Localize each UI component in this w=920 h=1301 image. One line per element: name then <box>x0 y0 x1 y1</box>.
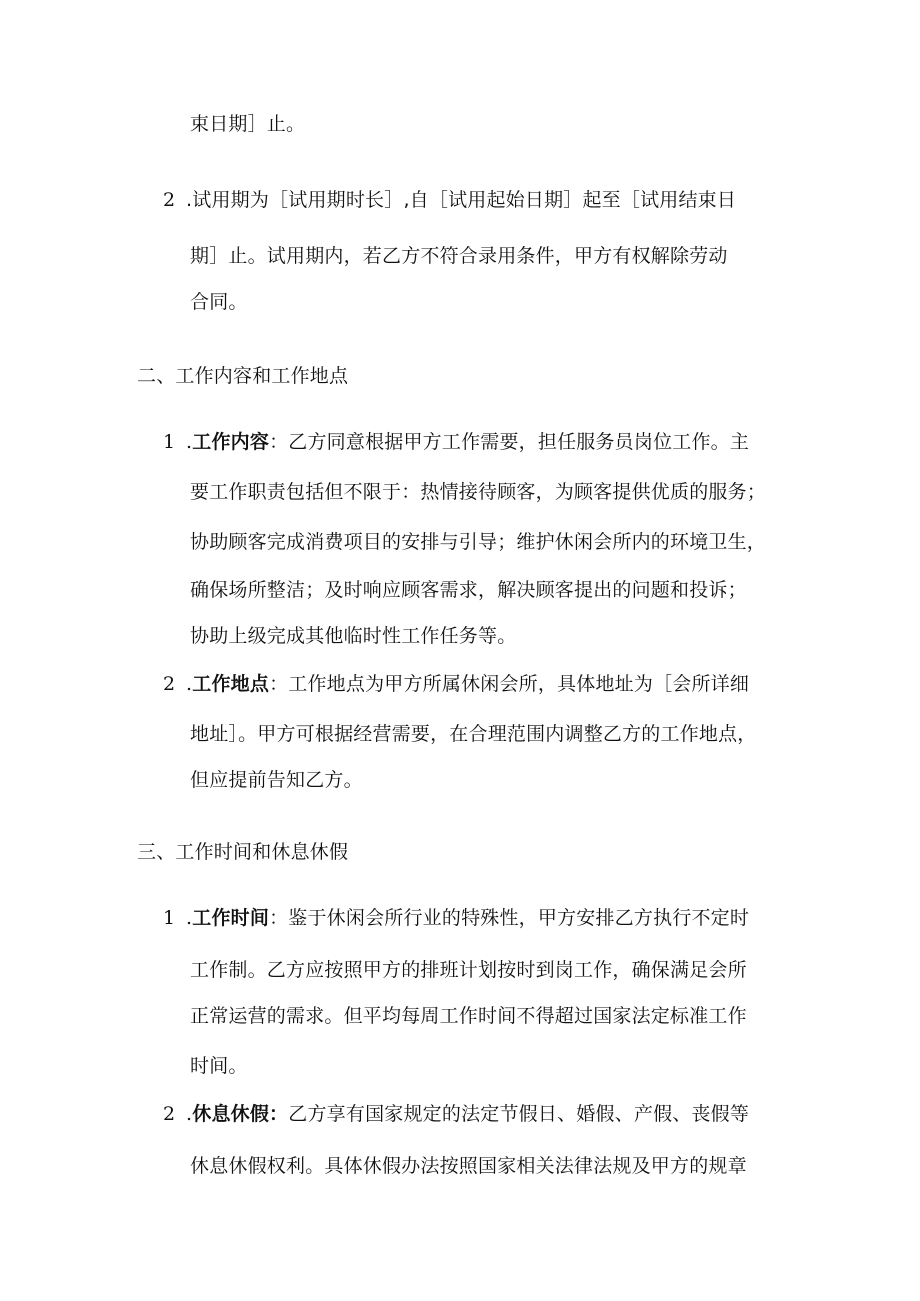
paragraph-line: 地址］。甲方可根据经营需要，在合理范围内调整乙方的工作地点， <box>190 723 757 745</box>
item-text: 乙方享有国家规定的法定节假日、婚假、产假、丧假等 <box>288 1103 750 1125</box>
list-item-first-line <box>186 430 749 454</box>
list-number: 1 <box>163 907 176 929</box>
paragraph-line: 休息休假权利。具体休假办法按照国家相关法律法规及甲方的规章 <box>190 1155 747 1177</box>
paragraph-line: 时间。 <box>190 1055 248 1077</box>
paragraph-line: 工作制。乙方应按照甲方的排班计划按时到岗工作，确保满足会所 <box>190 959 747 981</box>
list-item-first-line <box>186 1102 749 1126</box>
list-number: 2 <box>163 189 176 211</box>
item-text: ：乙方同意根据甲方工作需要，担任服务员岗位工作。主 <box>269 431 750 453</box>
paragraph-line: 期］止。试用期内，若乙方不符合录用条件，甲方有权解除劳动 <box>190 245 728 267</box>
item-title: 工作地点 <box>192 673 270 695</box>
item-title: 休息休假： <box>192 1103 289 1125</box>
paragraph-line: 协助上级完成其他临时性工作任务等。 <box>190 625 517 647</box>
list-number: 2 <box>163 1103 176 1125</box>
item-title: 工作时间 <box>192 907 270 929</box>
list-dot: . <box>186 907 193 929</box>
list-dot: . <box>186 1103 193 1125</box>
item-text: ：鉴于休闲会所行业的特殊性，甲方安排乙方执行不定时 <box>269 907 750 929</box>
list-item-first-line <box>186 672 749 696</box>
paragraph-line: 束日期］止。 <box>190 113 306 135</box>
paragraph-line: 要工作职责包括但不限于：热情接待顾客，为顾客提供优质的服务； <box>190 481 767 503</box>
list-number: 2 <box>163 673 176 695</box>
item-text: ：工作地点为甲方所属休闲会所，具体地址为［会所详细 <box>269 673 750 695</box>
section-heading: 二、工作内容和工作地点 <box>137 365 349 387</box>
paragraph-line: .试用期为［试用期时长］,自［试用起始日期］起至［试用结束日 <box>186 189 737 211</box>
list-item-first-line <box>186 906 749 930</box>
paragraph-line: 但应提前告知乙方。 <box>190 769 363 791</box>
list-dot: . <box>186 431 193 453</box>
item-title: 工作内容 <box>192 431 270 453</box>
paragraph-line: 合同。 <box>190 291 248 313</box>
paragraph-line: 确保场所整洁；及时响应顾客需求，解决顾客提出的问题和投诉； <box>190 579 747 601</box>
list-number: 1 <box>163 431 176 453</box>
paragraph-line: 协助顾客完成消费项目的安排与引导；维护休闲会所内的环境卫生， <box>190 531 767 553</box>
paragraph-line: 正常运营的需求。但平均每周工作时间不得超过国家法定标准工作 <box>190 1005 747 1027</box>
section-heading: 三、工作时间和休息休假 <box>137 841 349 863</box>
list-dot: . <box>186 673 193 695</box>
